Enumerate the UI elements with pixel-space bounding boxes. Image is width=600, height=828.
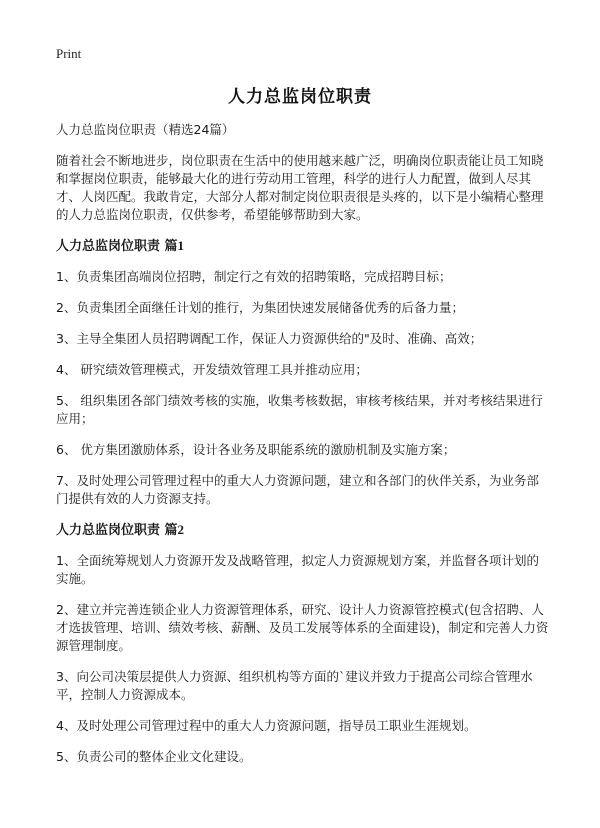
- list-item: 7、及时处理公司管理过程中的重大人力资源问题，建立和各部门的伙伴关系，为业务部门提供有效的人力资源支持。: [56, 473, 539, 506]
- section-1: [56, 237, 550, 508]
- intro-paragraph: 随着社会不断地进步，岗位职责在生活中的使用越来越广泛，明确岗位职责能让员工知晓和掌握岗位职责，能够最大化的进行劳动用工管理，科学的进行人力配置，做到人尽其才、人岗匹配。我敢肯定，大部分人都对制定岗位职责很是头疼的，以下是小编精心整理的人力总监岗位职责，仅供参考，希望能够帮助到大家。: [56, 153, 544, 222]
- list-item: 2、建立并完善连锁企业人力资源管理体系，研究、设计人力资源管控模式(包含招聘、人才选拔管理、培训、绩效考核、薪酬、及员工发展等体系的全面建设)，制定和完善人力资源管理制度。: [56, 602, 549, 653]
- list-item: 1、负责集团高端岗位招聘，制定行之有效的招聘策略，完成招聘目标；: [56, 269, 452, 284]
- list-item: 3、主导全集团人员招聘调配工作，保证人力资源供给的"及时、准确、高效；: [56, 331, 483, 346]
- list-item: 1、全面统筹规划人力资源开发及战略管理，拟定人力资源规划方案，并监督各项计划的实施。: [56, 553, 539, 586]
- document-subtitle: 人力总监岗位职责（精选24篇）: [56, 122, 235, 137]
- list-item: 5、 组织集团各部门绩效考核的实施，收集考核数据，审核考核结果，并对考核结果进行应用；: [56, 393, 543, 426]
- list-item: 4、及时处理公司管理过程中的重大人力资源问题，指导员工职业生涯规划。: [56, 718, 477, 733]
- list-item: 3、向公司决策层提供人力资源、组织机构等方面的`建议并致力于提高公司综合管理水平，控制人力资源成本。: [56, 669, 533, 702]
- section-heading-number: 1: [177, 238, 185, 253]
- print-link[interactable]: Print: [56, 46, 82, 61]
- document-title: 人力总监岗位职责: [228, 87, 372, 107]
- section-heading-text: 人力总监岗位职责 篇: [56, 523, 178, 538]
- list-item: 6、 优方集团激励体系，设计各业务及职能系统的激励机制及实施方案；: [56, 442, 456, 457]
- section-heading: [56, 237, 550, 256]
- document-body: [56, 121, 550, 779]
- list-item: 2、负责集团全面继任计划的推行，为集团快速发展储备优秀的后备力量；: [56, 300, 464, 315]
- section-2: [56, 521, 550, 766]
- list-item: 5、负责公司的整体企业文化建设。: [56, 749, 252, 764]
- list-item: 4、 研究绩效管理模式，开发绩效管理工具并推动应用；: [56, 362, 368, 377]
- section-heading: [56, 521, 550, 540]
- section-heading-number: 2: [177, 522, 185, 537]
- section-heading-text: 人力总监岗位职责 篇: [56, 239, 178, 254]
